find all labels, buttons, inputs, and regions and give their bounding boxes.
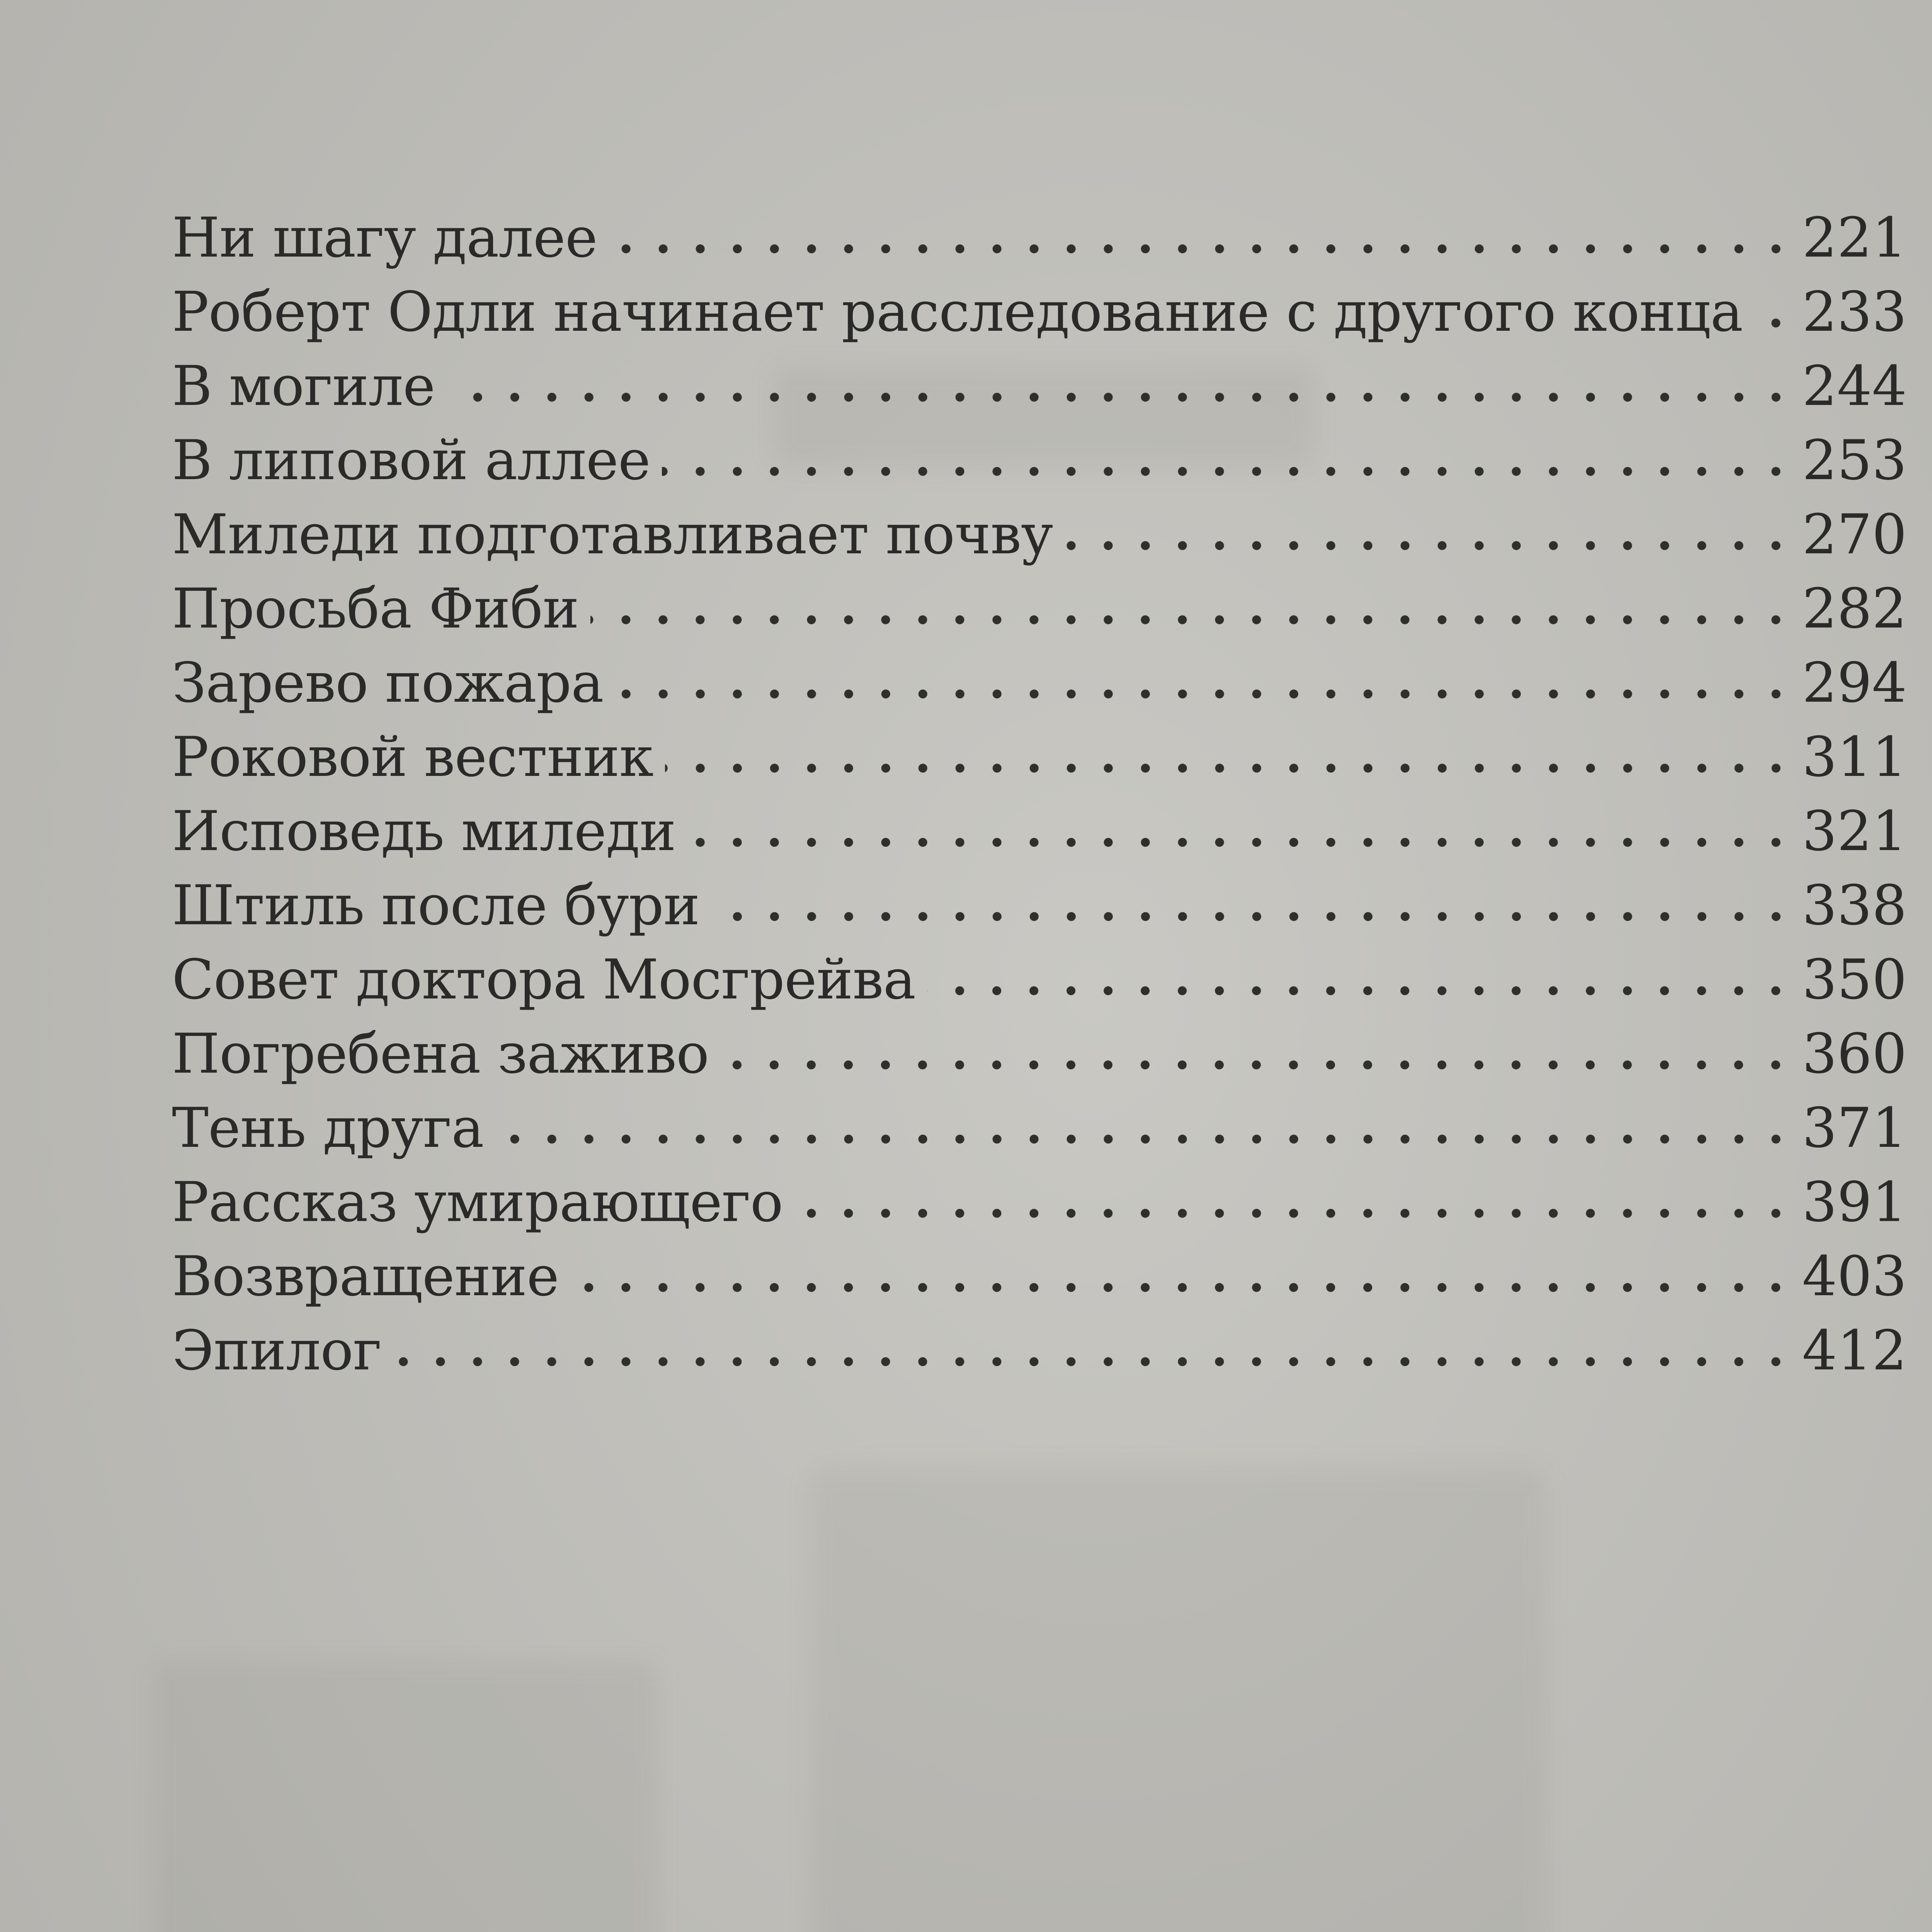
dot-leader: [687, 835, 1794, 850]
dot-leader: [615, 686, 1794, 702]
toc-entry-page: 270: [1802, 503, 1907, 566]
toc-entry-title: Рассказ умирающего: [172, 1170, 783, 1234]
dot-leader: [393, 1354, 1794, 1369]
toc-entry-page: 350: [1802, 948, 1907, 1012]
toc-entry: [172, 1017, 1907, 1091]
toc-entry-title: Совет доктора Мосгрейва: [172, 948, 916, 1012]
toc-entry: [172, 1240, 1907, 1314]
dot-leader: [609, 241, 1794, 257]
toc-entry: [172, 794, 1907, 869]
toc-entry-title: В липовой аллее: [172, 429, 650, 492]
dot-leader: [447, 389, 1794, 405]
toc-entry-page: 294: [1802, 651, 1907, 715]
toc-entry-page: 371: [1802, 1096, 1907, 1160]
toc-entry-page: 403: [1802, 1245, 1907, 1308]
toc-entry-title: Погребена заживо: [172, 1022, 709, 1086]
toc-entry-page: 253: [1802, 429, 1907, 492]
dot-leader: [495, 1131, 1794, 1147]
toc-entry-title: Просьба Фиби: [172, 577, 579, 641]
toc-entry-title: Роберт Одли начинает расследование с другого конца: [172, 280, 1743, 344]
toc-entry: [172, 943, 1907, 1017]
dot-leader: [927, 983, 1794, 998]
toc-entry: [172, 498, 1907, 572]
toc-entry-page: 233: [1802, 280, 1907, 344]
toc-entry: [172, 423, 1907, 498]
toc-entry: [172, 1091, 1907, 1165]
toc-entry-title: Возвращение: [172, 1245, 559, 1308]
toc-entry: [172, 349, 1907, 423]
dot-leader: [1065, 538, 1794, 553]
toc-entry-page: 338: [1802, 874, 1907, 937]
toc-entry-title: Миледи подготавливает почву: [172, 503, 1053, 566]
toc-entry-page: 282: [1802, 577, 1907, 641]
toc-entry-page: 360: [1802, 1022, 1907, 1086]
dot-leader: [665, 760, 1794, 776]
dot-leader: [1754, 315, 1794, 331]
toc-entry-page: 311: [1802, 725, 1907, 789]
dot-leader: [590, 612, 1794, 628]
toc-entry-title: Исповедь миледи: [172, 799, 676, 863]
toc-entry: [172, 201, 1907, 275]
toc-entry: [172, 572, 1907, 646]
toc-entry-page: 412: [1802, 1319, 1907, 1383]
dot-leader: [570, 1280, 1794, 1295]
toc-entry-title: Роковой вестник: [172, 725, 653, 789]
table-of-contents: [172, 201, 1907, 1388]
toc-entry: [172, 869, 1907, 943]
toc-entry-title: Эпилог: [172, 1319, 382, 1383]
toc-entry-title: Штиль после бури: [172, 874, 700, 937]
dot-leader: [662, 464, 1794, 479]
dot-leader: [711, 909, 1794, 924]
toc-entry-title: Зарево пожара: [172, 651, 604, 715]
dot-leader: [794, 1206, 1794, 1221]
show-through-shadow: [811, 1468, 1546, 1932]
toc-entry-page: 321: [1802, 799, 1907, 863]
toc-entry-page: 221: [1802, 206, 1907, 270]
toc-entry: [172, 275, 1907, 349]
toc-entry-title: Тень друга: [172, 1096, 484, 1160]
toc-entry-page: 244: [1802, 354, 1907, 418]
toc-entry: [172, 1314, 1907, 1388]
toc-entry: [172, 720, 1907, 794]
toc-entry: [172, 1165, 1907, 1240]
show-through-shadow: [155, 1662, 657, 1932]
toc-entry-page: 391: [1802, 1170, 1907, 1234]
toc-entry-title: Ни шагу далее: [172, 206, 597, 270]
toc-entry: [172, 646, 1907, 720]
toc-entry-title: В могиле: [172, 354, 435, 418]
dot-leader: [720, 1057, 1794, 1073]
